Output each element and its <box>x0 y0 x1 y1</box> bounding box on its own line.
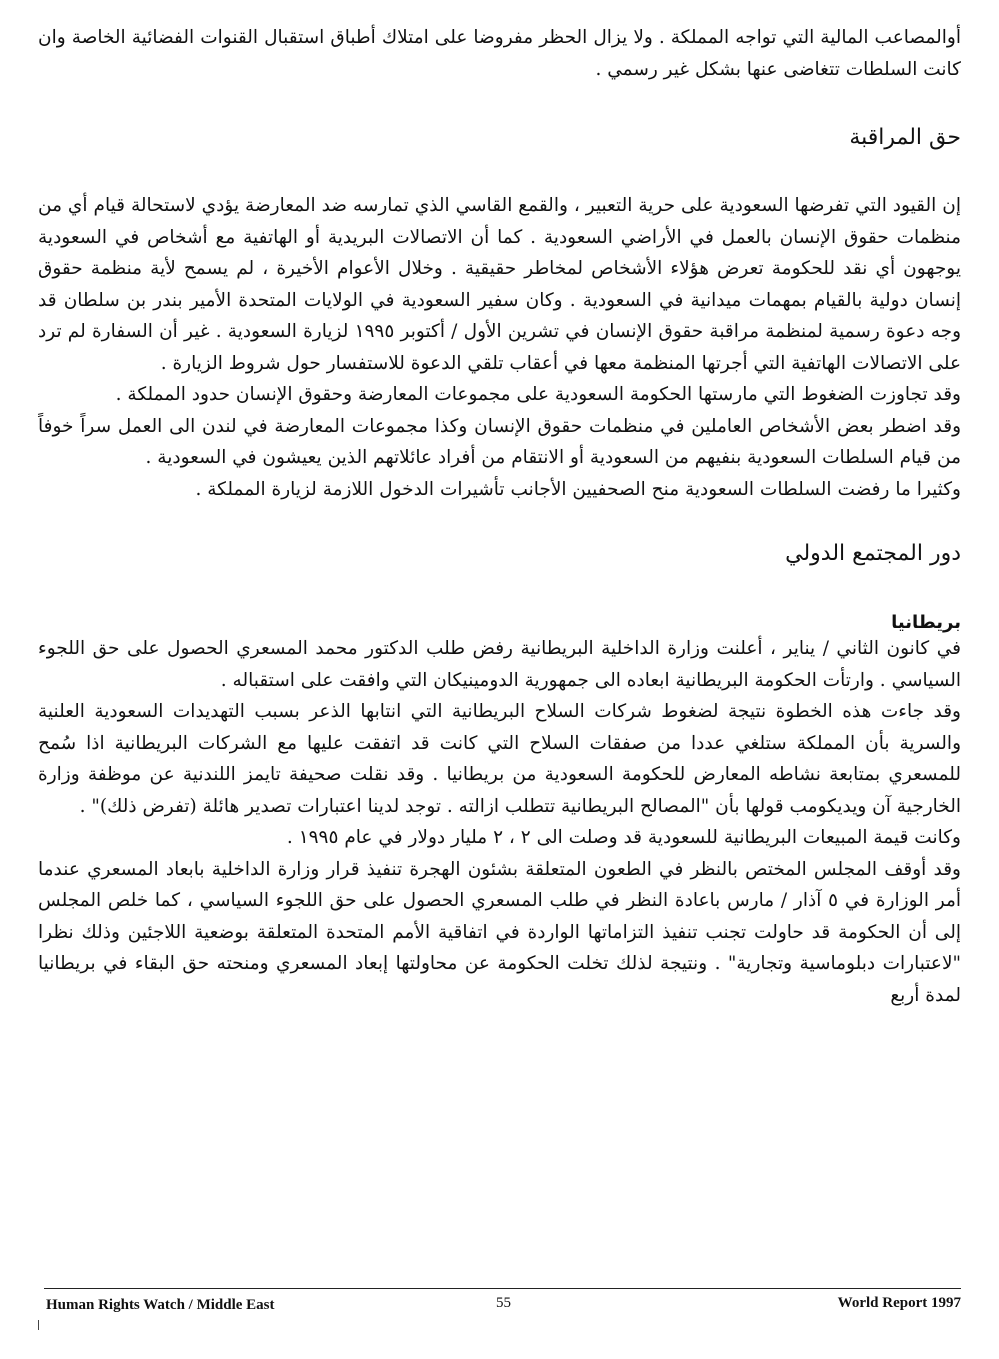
page-number: 55 <box>496 1295 511 1311</box>
paragraph-restrictions: إن القيود التي تفرضها السعودية على حرية التعبير ، والقمع القاسي الذي تمارسه ضد المعارضة يؤدي لاستحالة قيام أي من منظمات حقوق الإنسان بالعمل في الأراضي السعودية . كما أن الاتصالات البريدية أو الهاتفية مع أشخاص في السعودية يوجهون أي نقد للحكومة تعرض هؤلاء الأشخاص لمخاطر حقيقية . وخلال الأعوام الأخيرة ، لم يسمح لأية منظمة حقوق إنسان دولية بالقيام بمهمات ميدانية في السعودية . وكان سفير السعودية في الولايات المتحدة الأمير بندر بن سلطان قد وجه دعوة رسمية لمنظمة مراقبة حقوق الإنسان في تشرين الأول / أكتوبر ١٩٩٥ لزيارة السعودية . غير أن السفارة لم ترد على الاتصالات الهاتفية التي أجرتها المنظمة معها في أعقاب تلقي الدعوة للاستفسار حول شروط الزيارة . <box>38 195 962 374</box>
paragraph-asylum: في كانون الثاني / يناير ، أعلنت وزارة الداخلية البريطانية رفض طلب الدكتور محمد المسعري الحصول على حق اللجوء السياسي . وارتأت الحكومة البريطانية ابعاده الى جمهورية الدومينيكان التي وافقت على استقباله . <box>38 638 961 691</box>
section-heading-international-community: دور المجتمع الدولي <box>785 541 961 566</box>
page-footer <box>44 1288 961 1313</box>
subheading-britain: بريطانيا <box>891 612 961 633</box>
paragraph-arms-pressure: وقد جاءت هذه الخطوة نتيجة لضغوط شركات السلاح البريطانية التي انتابها الذعر بسبب التهديدات السعودية العلنية والسرية بأن المملكة ستلغي عددا من صفقات السلاح التي كانت قد اتفقت عليها مع الشركات البريطانية اذا سُمح للمسعري بمتابعة نشاطه المعارض للحكومة السعودية من بريطانيا . وقد نقلت صحيفة تايمز اللندنية عن موظفة وزارة الخارجية آن ويديكومب قولها بأن "المصالح البريطانية تتطلب ازالته . توجد لدينا اعتبارات تصدير هائلة (تفرض ذلك)" . <box>38 701 961 817</box>
footer-publisher: Human Rights Watch / Middle East <box>46 1297 275 1313</box>
margin-mark <box>38 1320 43 1330</box>
paragraph-journalists: وكثيرا ما رفضت السلطات السعودية منح الصحفيين الأجانب تأشيرات الدخول اللازمة لزيارة المملكة . <box>195 478 961 500</box>
section-heading-monitoring: حق المراقبة <box>849 125 961 150</box>
paragraph-appeals: وقد أوقف المجلس المختص بالنظر في الطعون المتعلقة بشئون الهجرة تنفيذ قرار وزارة الداخلية بابعاد المسعري عندما أمر الوزارة في ٥ آذار / مارس باعادة النظر في طلب المسعري الحصول على حق اللجوء السياسي ، كما خلص المجلس إلى أن الحكومة قد حاولت تجنب تنفيذ التزاماتها الواردة في اتفاقية الأمم المتحدة المتعلقة بوضعية اللاجئين وذلك نظرا "لاعتبارات دبلوماسية وتجارية" . ونتيجة لذلك تخلت الحكومة عن محاولتها إبعاد المسعري ومنحته حق البقاء في بريطانيا لمدة أربع <box>38 858 961 1006</box>
paragraph-opening: أوالمصاعب المالية التي تواجه المملكة . ولا يزال الحظر مفروضا على امتلاك أطباق استقبال القنوات الفضائية الخاصة وان كانت السلطات تتغاضى عنها بشكل غير رسمي . <box>38 27 961 80</box>
page-body <box>38 22 961 1011</box>
footer-report-title: World Report 1997 <box>837 1295 961 1311</box>
paragraph-sales-value: وكانت قيمة المبيعات البريطانية للسعودية قد وصلت الى ٢ ، ٢ مليار دولار في عام ١٩٩٥ . <box>286 827 961 848</box>
paragraph-pressure: وقد تجاوزت الضغوط التي مارستها الحكومة السعودية على مجموعات المعارضة وحقوق الإنسان حدود المملكة . <box>115 384 961 405</box>
paragraph-london-groups: وقد اضطر بعض الأشخاص العاملين في منظمات حقوق الإنسان وكذا مجموعات المعارضة في لندن الى العمل سراً خوفاً من قيام السلطات السعودية بنفيهم من السعودية أو الانتقام من أفراد عائلاتهم الذين يعيشون في السعودية . <box>38 415 961 468</box>
